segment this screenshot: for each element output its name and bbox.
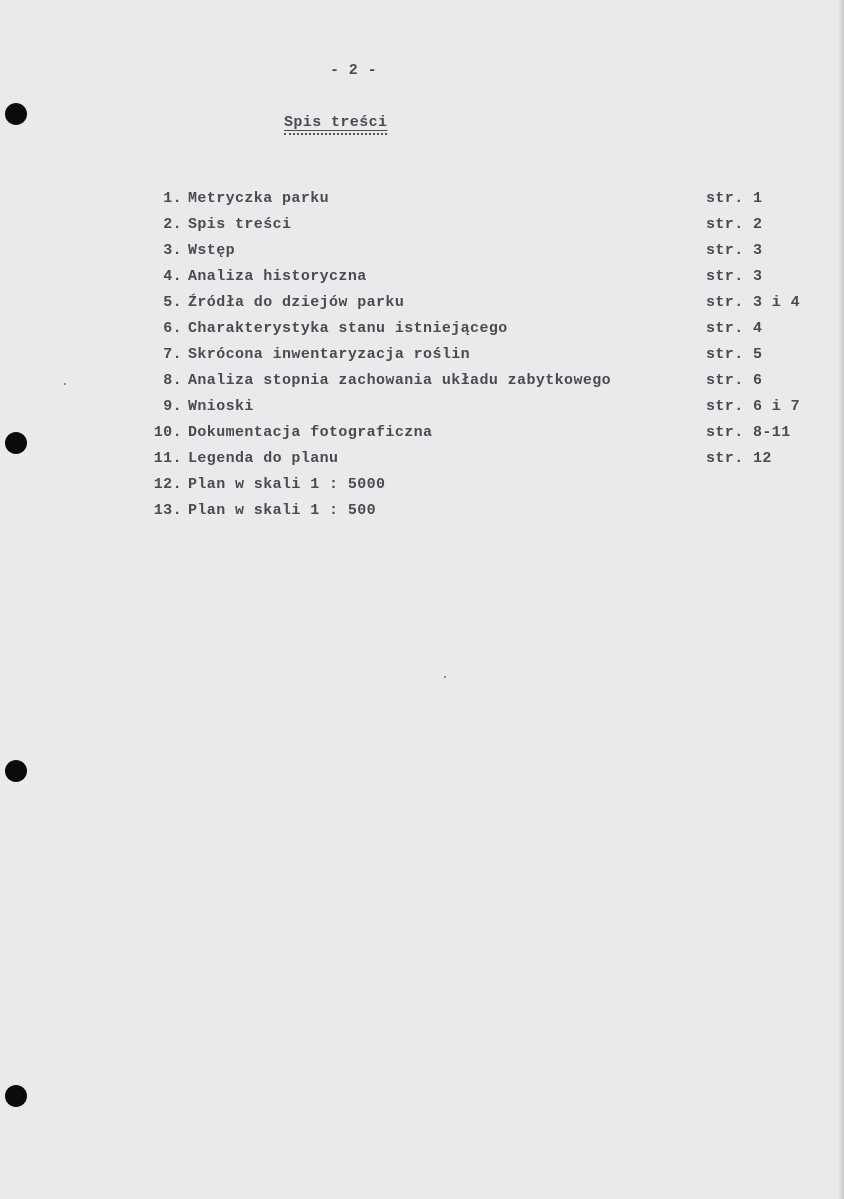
toc-page-ref: str. 12 xyxy=(706,450,772,467)
toc-number: 3. xyxy=(163,242,182,259)
toc-entry: Źródła do dziejów parku xyxy=(188,294,405,311)
toc-entry: Dokumentacja fotograficzna xyxy=(188,424,433,441)
toc-row xyxy=(140,216,830,242)
toc-number: 5. xyxy=(163,294,182,311)
toc-row xyxy=(140,242,830,268)
toc-row xyxy=(140,502,830,528)
punch-hole xyxy=(5,103,27,125)
toc-page-ref: str. 6 xyxy=(706,372,763,389)
toc-page-ref: str. 1 xyxy=(706,190,763,207)
toc-number: 7. xyxy=(163,346,182,363)
toc-row xyxy=(140,424,830,450)
toc-entry: Wstęp xyxy=(188,242,236,259)
toc-page-ref: str. 4 xyxy=(706,320,763,337)
toc-row xyxy=(140,320,830,346)
toc-number: 13. xyxy=(153,502,182,519)
toc-row xyxy=(140,346,830,372)
toc-entry: Spis treści xyxy=(188,216,292,233)
toc-number: 12. xyxy=(153,476,182,493)
toc-page-ref: str. 3 xyxy=(706,242,763,259)
page-number: - 2 - xyxy=(330,62,378,79)
toc-row xyxy=(140,476,830,502)
toc-row xyxy=(140,372,830,398)
toc-page-ref: str. 8-11 xyxy=(706,424,791,441)
toc-number: 4. xyxy=(163,268,182,285)
toc-number: 8. xyxy=(163,372,182,389)
page-title: Spis treści xyxy=(284,114,387,135)
toc-row xyxy=(140,190,830,216)
toc-row xyxy=(140,294,830,320)
toc-page-ref: str. 3 xyxy=(706,268,763,285)
toc-entry: Plan w skali 1 : 5000 xyxy=(188,476,386,493)
toc-entry: Analiza stopnia zachowania układu zabytkowego xyxy=(188,372,612,389)
toc-entry: Wnioski xyxy=(188,398,254,415)
toc-entry: Plan w skali 1 : 500 xyxy=(188,502,377,519)
toc-entry: Charakterystyka stanu istniejącego xyxy=(188,320,508,337)
toc-entry: Skrócona inwentaryzacja roślin xyxy=(188,346,471,363)
punch-hole xyxy=(5,432,27,454)
toc-entry: Metryczka parku xyxy=(188,190,330,207)
punch-hole xyxy=(5,760,27,782)
toc-row xyxy=(140,398,830,424)
paper-speck xyxy=(64,383,66,385)
toc-page-ref: str. 3 i 4 xyxy=(706,294,801,311)
paper-speck xyxy=(444,676,446,678)
toc-number: 10. xyxy=(153,424,182,441)
page-edge-shadow xyxy=(838,0,844,1199)
table-of-contents xyxy=(140,190,830,528)
toc-page-ref: str. 6 i 7 xyxy=(706,398,801,415)
toc-number: 6. xyxy=(163,320,182,337)
toc-number: 9. xyxy=(163,398,182,415)
punch-hole xyxy=(5,1085,27,1107)
toc-number: 11. xyxy=(153,450,182,467)
toc-row xyxy=(140,450,830,476)
toc-entry: Legenda do planu xyxy=(188,450,339,467)
toc-number: 1. xyxy=(163,190,182,207)
toc-page-ref: str. 2 xyxy=(706,216,763,233)
toc-row xyxy=(140,268,830,294)
toc-page-ref: str. 5 xyxy=(706,346,763,363)
toc-entry: Analiza historyczna xyxy=(188,268,367,285)
toc-number: 2. xyxy=(163,216,182,233)
